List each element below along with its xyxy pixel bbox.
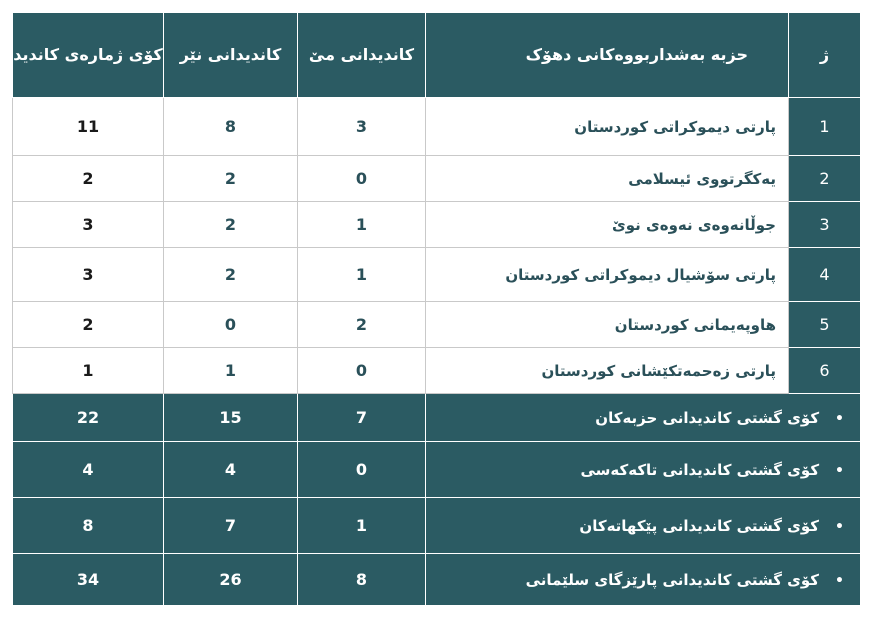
candidates-table [12, 12, 861, 606]
summary-male: 4 [164, 442, 298, 498]
summary-total: 22 [13, 394, 164, 442]
summary-female: 8 [298, 554, 426, 606]
row-party: هاوپەیمانی کوردستان [426, 302, 789, 348]
row-male: 8 [164, 98, 298, 156]
row-total: 11 [13, 98, 164, 156]
summary-total: 4 [13, 442, 164, 498]
summary-male: 15 [164, 394, 298, 442]
row-male: 0 [164, 302, 298, 348]
table-row [13, 248, 861, 302]
table-row [13, 156, 861, 202]
summary-label [426, 442, 861, 498]
header-total: کۆی ژمارەی کاندید [13, 13, 164, 98]
row-party: پارتی سۆشیال دیموکراتی کوردستان [426, 248, 789, 302]
row-female: 1 [298, 248, 426, 302]
table-row [13, 302, 861, 348]
row-party: پارتی دیموکراتی کوردستان [426, 98, 789, 156]
row-female: 0 [298, 156, 426, 202]
row-total: 1 [13, 348, 164, 394]
row-party: جوڵانەوەی نەوەی نوێ [426, 202, 789, 248]
row-total: 3 [13, 248, 164, 302]
summary-label [426, 498, 861, 554]
header-male: کاندیدانی نێر [164, 13, 298, 98]
summary-label-text: کۆی گشتی کاندیدانی تاکەکەسی [580, 460, 820, 479]
row-male: 2 [164, 248, 298, 302]
summary-row [13, 394, 861, 442]
header-party: حزبە بەشداربووەکانی دهۆک [426, 13, 789, 98]
bullet-icon: • [835, 572, 844, 589]
summary-total: 34 [13, 554, 164, 606]
row-female: 3 [298, 98, 426, 156]
row-female: 1 [298, 202, 426, 248]
summary-female: 0 [298, 442, 426, 498]
bullet-icon: • [835, 462, 844, 479]
bullet-icon: • [835, 410, 844, 427]
row-female: 0 [298, 348, 426, 394]
header-female: کاندیدانی مێ [298, 13, 426, 98]
row-party: پارتی زەحمەتکێشانی کوردستان [426, 348, 789, 394]
summary-row [13, 498, 861, 554]
row-index: 6 [789, 348, 861, 394]
summary-female: 7 [298, 394, 426, 442]
row-female: 2 [298, 302, 426, 348]
row-party: یەکگرتووی ئیسلامی [426, 156, 789, 202]
row-male: 2 [164, 202, 298, 248]
row-total: 3 [13, 202, 164, 248]
summary-label [426, 554, 861, 606]
row-total: 2 [13, 302, 164, 348]
summary-label [426, 394, 861, 442]
summary-male: 7 [164, 498, 298, 554]
row-male: 1 [164, 348, 298, 394]
header-row [13, 13, 861, 98]
row-index: 1 [789, 98, 861, 156]
table-row [13, 98, 861, 156]
summary-row [13, 554, 861, 606]
table-row [13, 202, 861, 248]
table-row [13, 348, 861, 394]
row-index: 5 [789, 302, 861, 348]
row-male: 2 [164, 156, 298, 202]
summary-label-text: کۆی گشتی کاندیدانی پێکهاتەکان [579, 516, 820, 535]
summary-row [13, 442, 861, 498]
summary-total: 8 [13, 498, 164, 554]
row-index: 2 [789, 156, 861, 202]
summary-female: 1 [298, 498, 426, 554]
header-index: ژ [789, 13, 861, 98]
summary-label-text: کۆی گشتی کاندیدانی پارێزگای سلێمانی [525, 570, 820, 589]
bullet-icon: • [835, 518, 844, 535]
row-total: 2 [13, 156, 164, 202]
row-index: 4 [789, 248, 861, 302]
summary-male: 26 [164, 554, 298, 606]
summary-label-text: کۆی گشتی کاندیدانی حزبەکان [595, 408, 820, 427]
row-index: 3 [789, 202, 861, 248]
